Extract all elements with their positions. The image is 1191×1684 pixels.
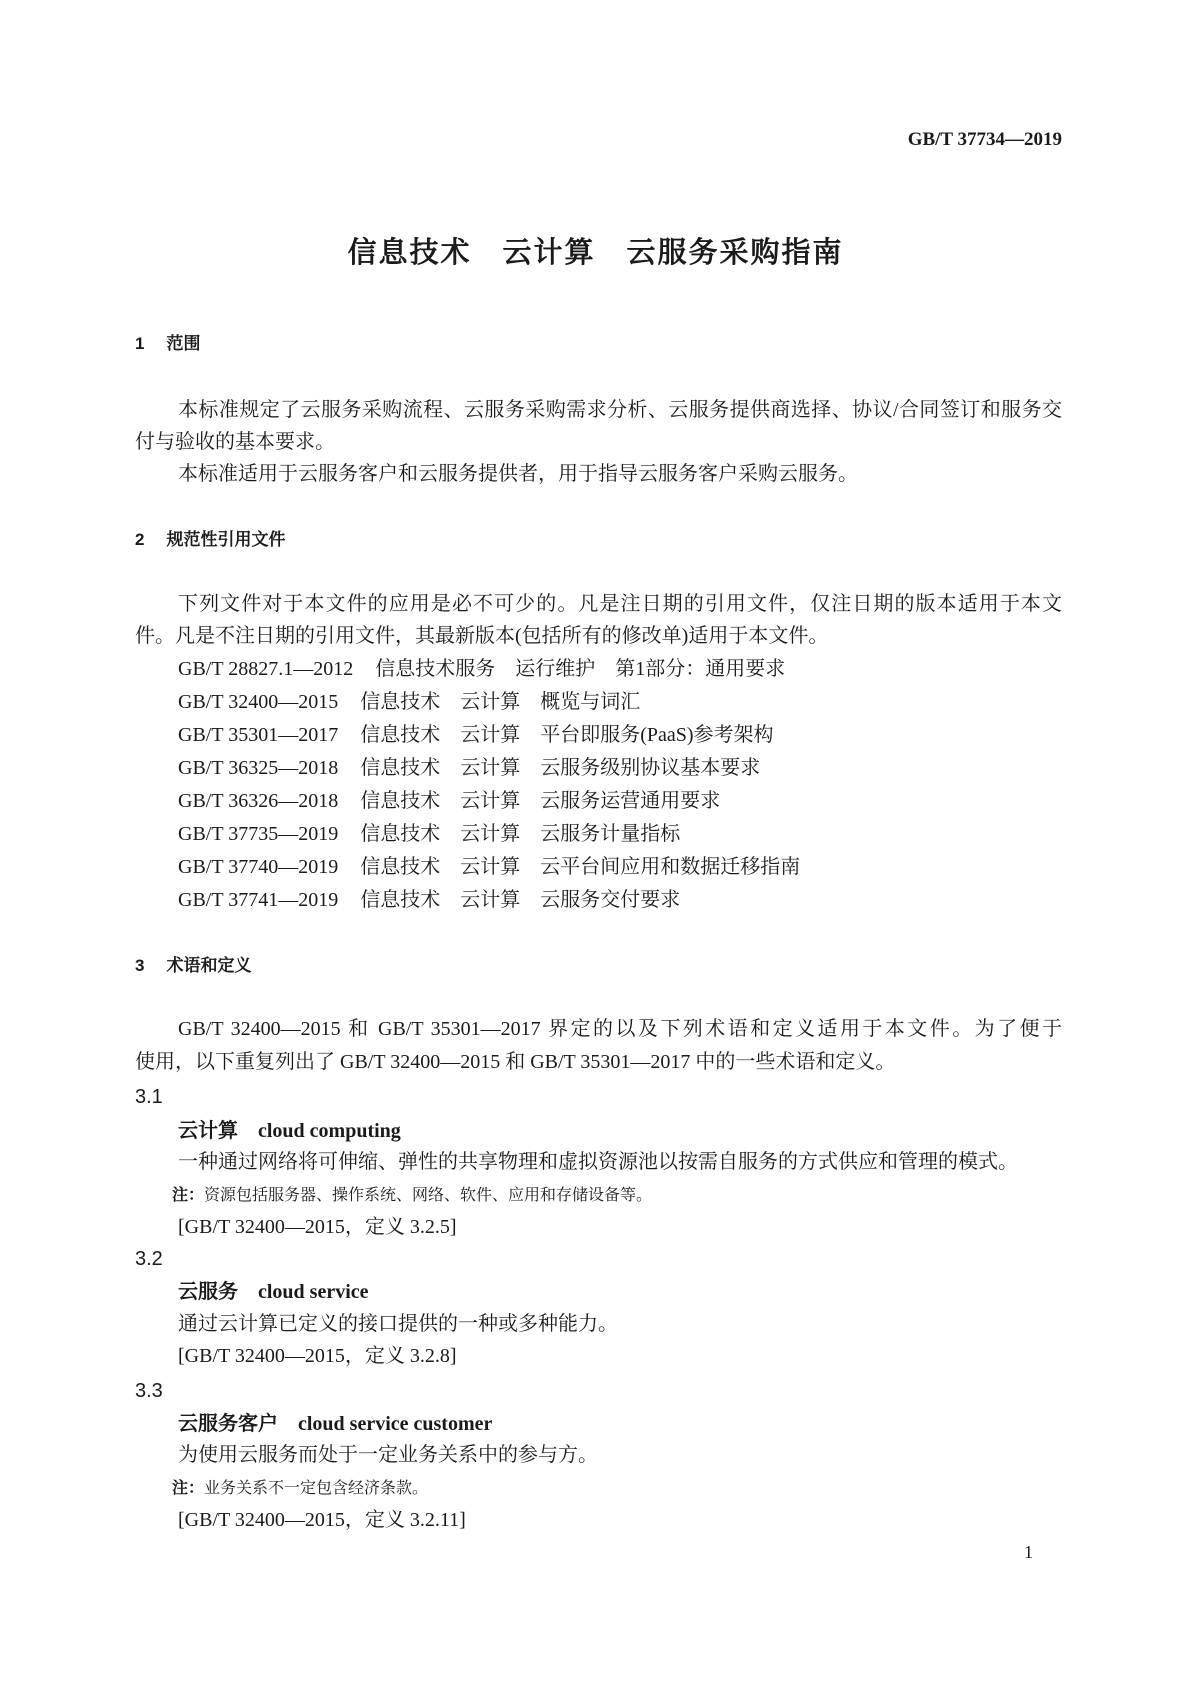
section-3-heading <box>135 954 251 978</box>
term-definition: 一种通过网络将可伸缩、弹性的共享物理和虚拟资源池以按需自服务的方式供应和管理的模式。 <box>178 1151 1018 1173</box>
section-title: 术语和定义 <box>166 956 252 976</box>
reference-code: GB/T 37741—2019 <box>178 889 339 911</box>
scope-paragraph-line: 本标准规定了云服务采购流程、云服务采购需求分析、云服务提供商选择、协议/合同签订和服务交 <box>178 399 1062 421</box>
reference-item <box>178 756 760 780</box>
section-1-heading <box>135 332 200 356</box>
term-source: [GB/T 32400—2015，定义 3.2.8] <box>178 1345 457 1367</box>
reference-title: 信息技术 云计算 平台即服务(PaaS)参考架构 <box>360 724 774 746</box>
term-en: cloud service <box>258 1281 369 1303</box>
reference-item <box>178 657 785 681</box>
term-definition: 为使用云服务而处于一定业务关系中的参与方。 <box>178 1444 598 1466</box>
term-zh: 云服务 <box>178 1279 238 1303</box>
term-number: 3.2 <box>135 1248 163 1270</box>
reference-title: 信息技术服务 运行维护 第1部分：通用要求 <box>375 658 786 680</box>
term-en: cloud service customer <box>298 1413 493 1435</box>
reference-item <box>178 888 680 912</box>
reference-title: 信息技术 云计算 云服务交付要求 <box>360 889 681 911</box>
section-number: 1 <box>135 334 145 353</box>
term-heading <box>178 1279 369 1304</box>
references-intro-line: 下列文件对于本文件的应用是必不可少的。凡是注日期的引用文件，仅注日期的版本适用于本文 <box>178 593 1062 615</box>
term-note <box>172 1476 428 1501</box>
section-2-heading <box>135 528 285 552</box>
term-definition: 通过云计算已定义的接口提供的一种或多种能力。 <box>178 1313 618 1335</box>
term-heading <box>178 1411 492 1436</box>
note-text: 业务关系不一定包含经济条款。 <box>204 1480 429 1497</box>
section-number: 2 <box>135 530 145 549</box>
term-en: cloud computing <box>258 1120 401 1142</box>
reference-code: GB/T 37735—2019 <box>178 823 339 845</box>
terms-intro-line: 使用，以下重复列出了 GB/T 32400—2015 和 GB/T 35301—2017 中的一些术语和定义。 <box>135 1051 896 1073</box>
term-heading <box>178 1118 401 1143</box>
section-number: 3 <box>135 956 145 975</box>
reference-title: 信息技术 云计算 云服务级别协议基本要求 <box>360 757 761 779</box>
standard-number: GB/T 37734—2019 <box>907 129 1062 150</box>
term-source: [GB/T 32400—2015，定义 3.2.11] <box>178 1509 466 1531</box>
note-label: 注： <box>172 1478 205 1497</box>
reference-code: GB/T 28827.1—2012 <box>178 658 354 680</box>
term-note <box>172 1183 652 1208</box>
reference-item <box>178 789 720 813</box>
reference-title: 信息技术 云计算 云服务运营通用要求 <box>360 790 721 812</box>
reference-code: GB/T 36326—2018 <box>178 790 339 812</box>
reference-item <box>178 723 774 747</box>
term-number: 3.1 <box>135 1086 163 1108</box>
scope-paragraph-line: 付与验收的基本要求。 <box>135 431 335 453</box>
note-label: 注： <box>172 1185 205 1204</box>
references-intro-line: 件。凡是不注日期的引用文件，其最新版本(包括所有的修改单)适用于本文件。 <box>135 625 829 647</box>
reference-item <box>178 855 800 879</box>
term-zh: 云服务客户 <box>178 1411 278 1435</box>
reference-code: GB/T 35301—2017 <box>178 724 339 746</box>
section-title: 范围 <box>166 334 201 354</box>
terms-intro-line: GB/T 32400—2015 和 GB/T 35301—2017 界定的以及下列术语和定义适用于本文件。为了便于 <box>178 1018 1062 1040</box>
reference-code: GB/T 32400—2015 <box>178 691 339 713</box>
term-zh: 云计算 <box>178 1118 238 1142</box>
document-title: 信息技术 云计算 云服务采购指南 <box>347 235 844 269</box>
reference-title: 信息技术 云计算 概览与词汇 <box>360 691 641 713</box>
scope-paragraph: 本标准适用于云服务客户和云服务提供者，用于指导云服务客户采购云服务。 <box>178 463 858 485</box>
reference-title: 信息技术 云计算 云服务计量指标 <box>360 823 681 845</box>
note-text: 资源包括服务器、操作系统、网络、软件、应用和存储设备等。 <box>204 1187 653 1204</box>
section-title: 规范性引用文件 <box>166 530 286 550</box>
reference-code: GB/T 36325—2018 <box>178 757 339 779</box>
term-number: 3.3 <box>135 1380 163 1402</box>
reference-item <box>178 690 640 714</box>
term-source: [GB/T 32400—2015，定义 3.2.5] <box>178 1216 457 1238</box>
reference-item <box>178 822 680 846</box>
page-number: 1 <box>1024 1542 1033 1562</box>
reference-code: GB/T 37740—2019 <box>178 856 339 878</box>
reference-title: 信息技术 云计算 云平台间应用和数据迁移指南 <box>360 856 801 878</box>
